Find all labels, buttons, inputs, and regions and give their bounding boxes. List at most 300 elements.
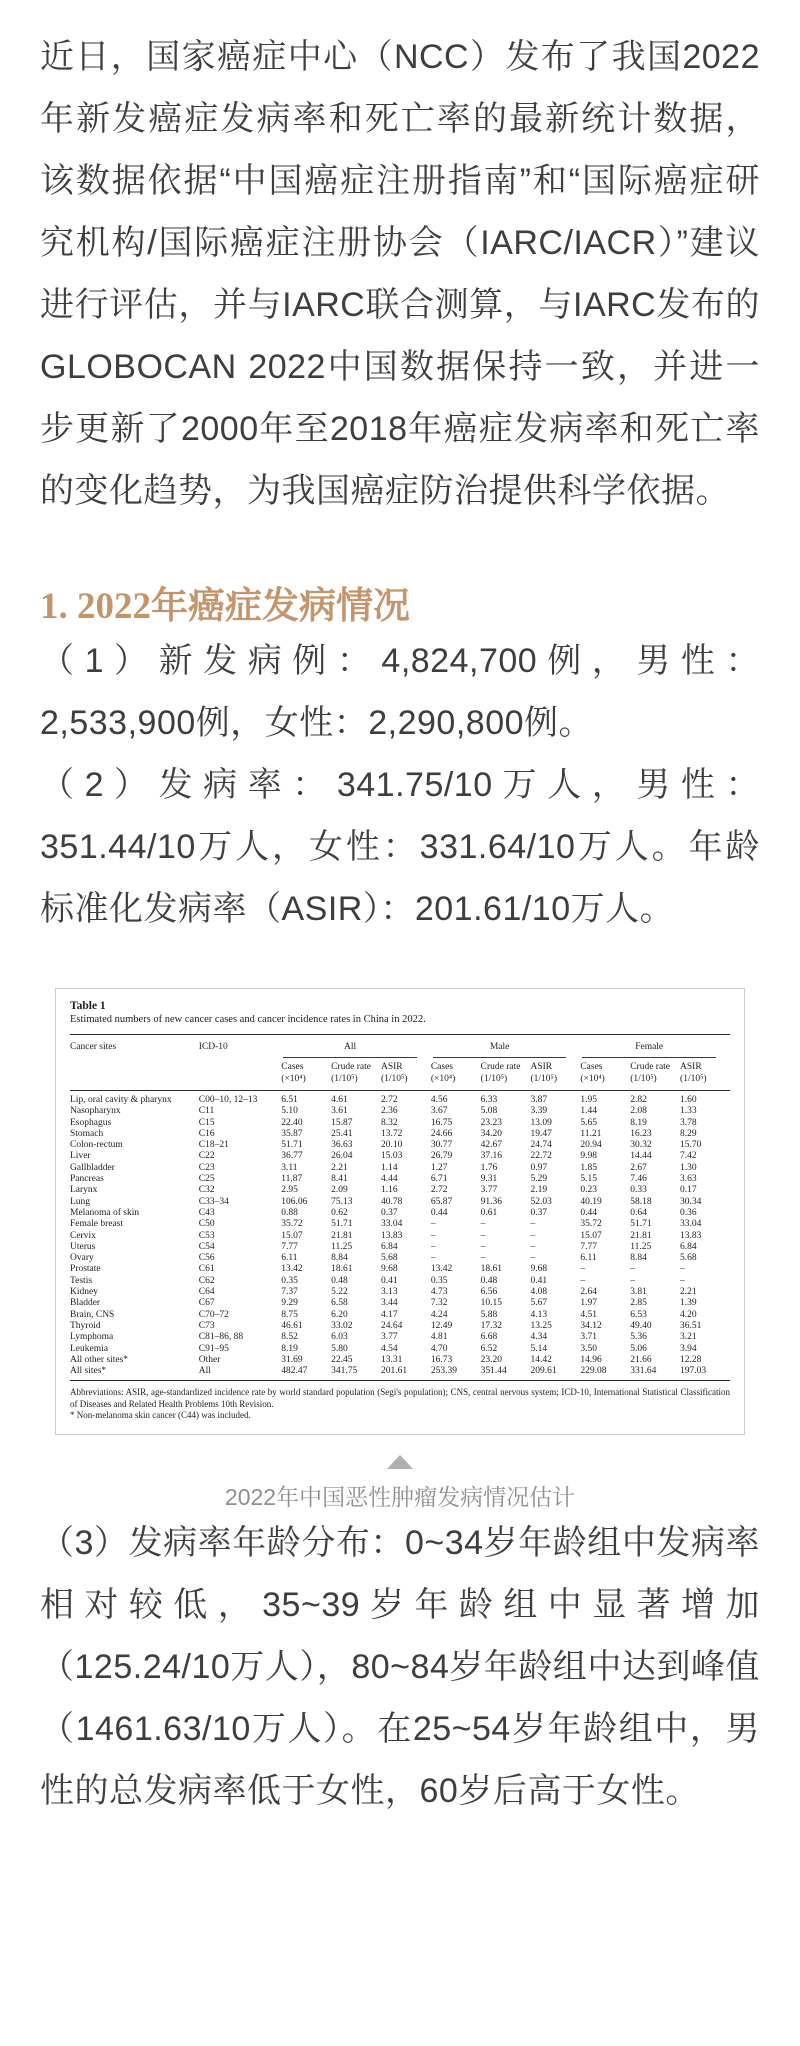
value-cell: 3.87 bbox=[530, 1095, 548, 1105]
value-cell: 3.44 bbox=[380, 1298, 398, 1309]
value-cell: 8.19 bbox=[281, 1343, 298, 1354]
value-cell: 15.07 bbox=[580, 1230, 602, 1241]
value-cell: 2.36 bbox=[380, 1106, 398, 1117]
value-cell: 5.10 bbox=[281, 1106, 298, 1117]
value-cell: 8.52 bbox=[281, 1332, 298, 1343]
cancer-site-cell: Colon-rectum bbox=[70, 1140, 123, 1151]
value-cell: 18.61 bbox=[480, 1264, 503, 1275]
group-header-male: Male bbox=[431, 1035, 581, 1059]
value-cell: 0.48 bbox=[480, 1275, 498, 1286]
value-cell: – bbox=[530, 1241, 536, 1252]
value-cell: 0.41 bbox=[530, 1275, 548, 1286]
value-cell: 6.84 bbox=[680, 1241, 697, 1252]
col-header-icd10: ICD-10 bbox=[199, 1035, 282, 1091]
value-cell: 15.07 bbox=[281, 1230, 303, 1241]
icd-code-cell: C16 bbox=[198, 1128, 215, 1139]
value-cell: 12.28 bbox=[680, 1354, 702, 1365]
table-subtitle: Estimated numbers of new cancer cases and cancer incidence rates in China in 2022. bbox=[70, 1014, 426, 1025]
value-cell: 35.87 bbox=[281, 1128, 303, 1139]
cancer-site-cell: Lung bbox=[70, 1196, 91, 1207]
value-cell: 4.20 bbox=[680, 1309, 697, 1320]
value-cell: 42.67 bbox=[480, 1140, 503, 1151]
value-cell: 6.11 bbox=[580, 1253, 597, 1264]
value-cell: 8.32 bbox=[380, 1117, 398, 1128]
value-cell: 12.49 bbox=[430, 1320, 453, 1331]
value-cell: 20.10 bbox=[380, 1140, 403, 1151]
value-cell: 4.70 bbox=[430, 1343, 448, 1354]
table-row bbox=[70, 1208, 730, 1219]
value-cell: 13.42 bbox=[430, 1264, 453, 1275]
icd-code-cell: C61 bbox=[198, 1264, 215, 1275]
value-cell: 6.51 bbox=[281, 1095, 298, 1105]
icd-code-cell: Other bbox=[198, 1354, 221, 1365]
value-cell: 0.35 bbox=[430, 1275, 448, 1286]
value-cell: 15.70 bbox=[680, 1140, 702, 1151]
value-cell: 2.85 bbox=[630, 1298, 647, 1309]
value-cell: 1.95 bbox=[580, 1095, 597, 1105]
value-cell: 5.68 bbox=[680, 1253, 697, 1264]
value-cell: 13.83 bbox=[680, 1230, 702, 1241]
icd-code-cell: C73 bbox=[198, 1320, 215, 1331]
icd-code-cell: C70–72 bbox=[198, 1309, 229, 1320]
value-cell: 3.50 bbox=[580, 1343, 597, 1354]
icd-code-cell: C32 bbox=[198, 1185, 215, 1196]
value-cell: 13.72 bbox=[380, 1128, 403, 1139]
subcol-male-asir: ASIR (1/10⁵) bbox=[531, 1058, 581, 1091]
icd-code-cell: C62 bbox=[198, 1275, 215, 1286]
icd-code-cell: C33–34 bbox=[198, 1196, 229, 1207]
value-cell: 5.14 bbox=[530, 1343, 548, 1354]
value-cell: 23.20 bbox=[480, 1354, 503, 1365]
value-cell: 1.85 bbox=[580, 1162, 597, 1173]
value-cell: – bbox=[480, 1253, 486, 1264]
value-cell: 6.33 bbox=[480, 1095, 498, 1105]
cancer-site-cell: Leukemia bbox=[70, 1343, 108, 1354]
table-row bbox=[70, 1129, 730, 1140]
value-cell: 3.94 bbox=[680, 1343, 697, 1354]
section-heading-incidence: 1. 2022年癌症发病情况 bbox=[40, 586, 410, 627]
value-cell: 4.61 bbox=[331, 1095, 348, 1105]
value-cell: 3.67 bbox=[430, 1106, 448, 1117]
value-cell: 5.22 bbox=[331, 1287, 348, 1298]
table-row bbox=[70, 1219, 730, 1230]
new-cases-paragraph: （1）新发病例：4,824,700例，男性：2,533,900例，女性：2,290,800例。 bbox=[40, 642, 760, 742]
table-footnotes bbox=[70, 1387, 730, 1422]
value-cell: 1.76 bbox=[480, 1162, 498, 1173]
incidence-table bbox=[70, 1034, 730, 1381]
value-cell: 2.82 bbox=[630, 1095, 647, 1105]
value-cell: 482.47 bbox=[281, 1366, 331, 1381]
group-header-all: All bbox=[281, 1035, 431, 1059]
cancer-site-cell: Brain, CNS bbox=[70, 1309, 115, 1320]
value-cell: 7.37 bbox=[281, 1287, 298, 1298]
value-cell: 13.83 bbox=[380, 1230, 403, 1241]
value-cell: 14.44 bbox=[630, 1151, 652, 1162]
value-cell: 13.31 bbox=[380, 1354, 403, 1365]
value-cell: 1.97 bbox=[580, 1298, 597, 1309]
cancer-site-cell: Female breast bbox=[70, 1219, 124, 1230]
value-cell: 0.23 bbox=[580, 1185, 597, 1196]
icd-code-cell: C43 bbox=[198, 1207, 215, 1218]
footnote-abbreviations: Abbreviations: ASIR, age-standardized incidence rate by world standard population (Segi's population); CNS, central nervous system; ICD-10, International Statistical Classification of Diseases and Related Health Problems 10th Revision. bbox=[70, 1387, 730, 1409]
table-row bbox=[70, 1231, 730, 1242]
value-cell: – bbox=[430, 1241, 436, 1252]
table-row bbox=[70, 1242, 730, 1253]
value-cell: 20.94 bbox=[580, 1140, 602, 1151]
value-cell: 1.33 bbox=[680, 1106, 697, 1117]
value-cell: 10.15 bbox=[480, 1298, 503, 1309]
value-cell: 4.13 bbox=[530, 1309, 548, 1320]
value-cell: 4.51 bbox=[580, 1309, 597, 1320]
subcol-male-cases: Cases (×10⁴) bbox=[431, 1058, 481, 1091]
value-cell: 33.04 bbox=[380, 1219, 403, 1230]
icd-code-cell: All bbox=[199, 1366, 282, 1381]
value-cell: 3.21 bbox=[680, 1332, 697, 1343]
value-cell: – bbox=[580, 1275, 586, 1286]
value-cell: 3.11 bbox=[281, 1162, 298, 1173]
value-cell: 2.19 bbox=[530, 1185, 548, 1196]
value-cell: 30.32 bbox=[630, 1140, 652, 1151]
value-cell: 6.03 bbox=[331, 1332, 348, 1343]
cancer-site-cell: Cervix bbox=[70, 1230, 96, 1241]
value-cell: – bbox=[630, 1275, 635, 1286]
value-cell: 14.96 bbox=[580, 1354, 602, 1365]
value-cell: 1.39 bbox=[680, 1298, 697, 1309]
value-cell: 16.73 bbox=[430, 1354, 453, 1365]
value-cell: 209.61 bbox=[531, 1366, 581, 1381]
cancer-site-cell: Stomach bbox=[70, 1128, 104, 1139]
table-row bbox=[70, 1276, 730, 1287]
value-cell: 33.02 bbox=[331, 1320, 353, 1331]
value-cell: 9.98 bbox=[580, 1151, 597, 1162]
value-cell: 7.42 bbox=[680, 1151, 697, 1162]
value-cell: 0.17 bbox=[680, 1185, 697, 1196]
value-cell: 4.44 bbox=[380, 1174, 398, 1185]
value-cell: 1.27 bbox=[430, 1162, 448, 1173]
cancer-site-cell: All sites* bbox=[70, 1366, 199, 1381]
value-cell: 5.80 bbox=[331, 1343, 348, 1354]
table-row bbox=[70, 1287, 730, 1298]
value-cell: 5.08 bbox=[480, 1106, 498, 1117]
value-cell: 8.84 bbox=[331, 1253, 348, 1264]
value-cell: 3.77 bbox=[380, 1332, 398, 1343]
value-cell: 4.73 bbox=[430, 1287, 448, 1298]
value-cell: 6.58 bbox=[331, 1298, 348, 1309]
icd-code-cell: C81–86, 88 bbox=[198, 1332, 244, 1343]
subcol-all-asir: ASIR (1/10⁵) bbox=[381, 1058, 431, 1091]
icd-code-cell: C25 bbox=[198, 1174, 215, 1185]
cancer-site-cell: Gallbladder bbox=[70, 1162, 115, 1173]
value-cell: 30.77 bbox=[430, 1140, 453, 1151]
table-row bbox=[70, 1163, 730, 1174]
subcol-female-asir: ASIR (1/10⁵) bbox=[680, 1058, 730, 1091]
value-cell: 33.04 bbox=[680, 1219, 702, 1230]
value-cell: 52.03 bbox=[530, 1196, 552, 1207]
value-cell: 7.46 bbox=[630, 1174, 647, 1185]
value-cell: 58.18 bbox=[630, 1196, 652, 1207]
value-cell: 36.63 bbox=[331, 1140, 353, 1151]
value-cell: 21.81 bbox=[331, 1230, 353, 1241]
cancer-site-cell: All other sites* bbox=[70, 1354, 129, 1365]
value-cell: 6.52 bbox=[480, 1343, 498, 1354]
cancer-site-cell: Testis bbox=[70, 1275, 93, 1286]
value-cell: 5.36 bbox=[630, 1332, 647, 1343]
value-cell: 0.37 bbox=[380, 1207, 398, 1218]
value-cell: 1.14 bbox=[380, 1162, 398, 1173]
value-cell: 6.20 bbox=[331, 1309, 348, 1320]
value-cell: 0.33 bbox=[630, 1185, 647, 1196]
value-cell: 49.40 bbox=[630, 1320, 652, 1331]
value-cell: 2.64 bbox=[580, 1287, 597, 1298]
icd-code-cell: C54 bbox=[198, 1241, 215, 1252]
value-cell: 17.32 bbox=[480, 1320, 503, 1331]
age-distribution-paragraph: （3）发病率年龄分布：0~34岁年龄组中发病率相对较低，35~39岁年龄组中显著增加（125.24/10万人），80~84岁年龄组中达到峰值（1461.63/10万人）。在25~54岁年龄组中，男性的总发病率低于女性，60岁后高于女性。 bbox=[40, 1523, 760, 1810]
table-row bbox=[70, 1151, 730, 1162]
value-cell: 1.60 bbox=[680, 1095, 697, 1105]
value-cell: – bbox=[480, 1230, 486, 1241]
value-cell: 4.24 bbox=[430, 1309, 448, 1320]
value-cell: 51.71 bbox=[281, 1140, 303, 1151]
value-cell: 75.13 bbox=[331, 1196, 353, 1207]
value-cell: 1.30 bbox=[680, 1162, 697, 1173]
value-cell: 19.47 bbox=[530, 1128, 552, 1139]
table-row bbox=[70, 1298, 730, 1309]
value-cell: – bbox=[430, 1253, 436, 1264]
value-cell: 8.41 bbox=[331, 1174, 348, 1185]
value-cell: 0.88 bbox=[281, 1207, 298, 1218]
value-cell: 16.75 bbox=[430, 1117, 453, 1128]
triangle-up-icon bbox=[387, 1455, 413, 1469]
icd-code-cell: C64 bbox=[198, 1287, 215, 1298]
icd-code-cell: C11 bbox=[198, 1106, 215, 1117]
value-cell: 3.81 bbox=[630, 1287, 647, 1298]
value-cell: 3.78 bbox=[680, 1117, 697, 1128]
icd-code-cell: C18–21 bbox=[198, 1140, 229, 1151]
value-cell: 11.25 bbox=[331, 1241, 353, 1252]
value-cell: 35.72 bbox=[580, 1219, 602, 1230]
group-header-female: Female bbox=[580, 1035, 730, 1059]
value-cell: 3.61 bbox=[331, 1106, 348, 1117]
value-cell: 5.88 bbox=[480, 1309, 498, 1320]
value-cell: 3.13 bbox=[380, 1287, 398, 1298]
value-cell: 6.68 bbox=[480, 1332, 498, 1343]
value-cell: – bbox=[680, 1275, 685, 1286]
value-cell: 197.03 bbox=[680, 1366, 730, 1381]
value-cell: 25.41 bbox=[331, 1128, 353, 1139]
icd-code-cell: C56 bbox=[198, 1253, 215, 1264]
value-cell: 34.12 bbox=[580, 1320, 602, 1331]
icd-code-cell: C22 bbox=[198, 1151, 215, 1162]
value-cell: – bbox=[430, 1219, 436, 1230]
value-cell: 11.87 bbox=[281, 1174, 303, 1185]
intro-paragraph: 近日，国家癌症中心（NCC）发布了我国2022年新发癌症发病率和死亡率的最新统计数据，该数据依据“中国癌症注册指南”和“国际癌症研究机构/国际癌症注册协会（IARC/IACR）”建议进行评估，并与IARC联合测算，与IARC发布的GLOBOCAN 2022中国数据保持一致，并进一步更新了2000年至2018年癌症发病率和死亡率的变化趋势，为我国癌症防治提供科学依据。 bbox=[40, 38, 760, 510]
value-cell: 0.48 bbox=[331, 1275, 348, 1286]
value-cell: 5.29 bbox=[530, 1174, 548, 1185]
value-cell: 253.39 bbox=[431, 1366, 481, 1381]
value-cell: 13.42 bbox=[281, 1264, 303, 1275]
value-cell: 9.31 bbox=[480, 1174, 498, 1185]
icd-code-cell: C91–95 bbox=[198, 1343, 229, 1354]
value-cell: 3.63 bbox=[680, 1174, 697, 1185]
value-cell: 1.44 bbox=[580, 1106, 597, 1117]
value-cell: 21.81 bbox=[630, 1230, 652, 1241]
value-cell: 0.36 bbox=[680, 1207, 697, 1218]
subcol-female-cases: Cases (×10⁴) bbox=[580, 1058, 630, 1091]
value-cell: 35.72 bbox=[281, 1219, 303, 1230]
value-cell: 22.40 bbox=[281, 1117, 303, 1128]
value-cell: 2.21 bbox=[331, 1162, 348, 1173]
col-header-cancer-sites: Cancer sites bbox=[70, 1035, 199, 1091]
cancer-site-cell: Liver bbox=[70, 1151, 91, 1162]
subcol-all-crude: Crude rate (1/10⁵) bbox=[331, 1058, 381, 1091]
value-cell: 9.29 bbox=[281, 1298, 298, 1309]
value-cell: 2.72 bbox=[380, 1095, 398, 1105]
value-cell: – bbox=[530, 1230, 536, 1241]
value-cell: 11.25 bbox=[630, 1241, 652, 1252]
value-cell: 0.64 bbox=[630, 1207, 647, 1218]
table-row bbox=[70, 1310, 730, 1321]
value-cell: 6.71 bbox=[430, 1174, 448, 1185]
value-cell: 5.15 bbox=[580, 1174, 597, 1185]
value-cell: 0.62 bbox=[331, 1207, 348, 1218]
value-cell: 51.71 bbox=[630, 1219, 652, 1230]
value-cell: 16.23 bbox=[630, 1128, 652, 1139]
value-cell: 4.54 bbox=[380, 1343, 398, 1354]
cancer-site-cell: Ovary bbox=[70, 1253, 94, 1264]
value-cell: 331.64 bbox=[630, 1366, 680, 1381]
table-row bbox=[70, 1118, 730, 1129]
footnote-asterisk: * Non-melanoma skin cancer (C44) was included. bbox=[70, 1410, 251, 1421]
cancer-site-cell: Bladder bbox=[70, 1298, 101, 1309]
value-cell: 6.84 bbox=[380, 1241, 398, 1252]
value-cell: 24.64 bbox=[380, 1320, 403, 1331]
subcol-female-crude: Crude rate (1/10⁵) bbox=[630, 1058, 680, 1091]
cancer-site-cell: Uterus bbox=[70, 1241, 96, 1252]
table-row bbox=[70, 1091, 730, 1107]
value-cell: 2.09 bbox=[331, 1185, 348, 1196]
value-cell: 24.66 bbox=[430, 1128, 453, 1139]
value-cell: – bbox=[480, 1219, 486, 1230]
cancer-site-cell: Esophagus bbox=[70, 1117, 112, 1128]
cancer-site-cell: Pancreas bbox=[70, 1174, 104, 1185]
value-cell: 9.68 bbox=[530, 1264, 548, 1275]
value-cell: 2.72 bbox=[430, 1185, 448, 1196]
table-row bbox=[70, 1321, 730, 1332]
table-row bbox=[70, 1253, 730, 1264]
cancer-site-cell: Nasopharynx bbox=[70, 1106, 121, 1117]
cancer-site-cell: Larynx bbox=[70, 1185, 98, 1196]
table1-figure bbox=[55, 988, 745, 1435]
incidence-rate-paragraph: （2）发病率：341.75/10万人，男性：351.44/10万人，女性：331.64/10万人。年龄标准化发病率（ASIR）：201.61/10万人。 bbox=[40, 766, 760, 928]
value-cell: 4.81 bbox=[430, 1332, 448, 1343]
value-cell: 3.71 bbox=[580, 1332, 597, 1343]
icd-code-cell: C53 bbox=[198, 1230, 215, 1241]
value-cell: 22.72 bbox=[530, 1151, 552, 1162]
table-row bbox=[70, 1185, 730, 1196]
value-cell: 0.35 bbox=[281, 1275, 298, 1286]
figure-caption: 2022年中国恶性肿瘤发病情况估计 bbox=[224, 1483, 576, 1510]
value-cell: 1.16 bbox=[380, 1185, 398, 1196]
table-row bbox=[70, 1355, 730, 1366]
value-cell: 7.32 bbox=[430, 1298, 448, 1309]
value-cell: 5.67 bbox=[530, 1298, 548, 1309]
value-cell: 7.77 bbox=[580, 1241, 597, 1252]
value-cell: 4.34 bbox=[530, 1332, 548, 1343]
value-cell: 7.77 bbox=[281, 1241, 298, 1252]
table-row bbox=[70, 1366, 730, 1381]
value-cell: 36.77 bbox=[281, 1151, 303, 1162]
value-cell: 14.42 bbox=[530, 1354, 552, 1365]
value-cell: 4.08 bbox=[530, 1287, 548, 1298]
value-cell: 2.21 bbox=[680, 1287, 697, 1298]
value-cell: 8.84 bbox=[630, 1253, 647, 1264]
value-cell: 13.09 bbox=[530, 1117, 552, 1128]
icd-code-cell: C00–10, 12–13 bbox=[198, 1095, 258, 1105]
value-cell: 11.21 bbox=[580, 1128, 602, 1139]
value-cell: – bbox=[580, 1264, 586, 1275]
value-cell: 40.19 bbox=[580, 1196, 602, 1207]
icd-code-cell: C50 bbox=[198, 1219, 215, 1230]
value-cell: 13.25 bbox=[530, 1320, 552, 1331]
value-cell: 51.71 bbox=[331, 1219, 353, 1230]
value-cell: – bbox=[480, 1241, 486, 1252]
value-cell: 2.95 bbox=[281, 1185, 298, 1196]
value-cell: 3.77 bbox=[480, 1185, 498, 1196]
value-cell: 3.39 bbox=[530, 1106, 548, 1117]
value-cell: 40.78 bbox=[380, 1196, 403, 1207]
value-cell: – bbox=[630, 1264, 635, 1275]
value-cell: 0.61 bbox=[480, 1207, 498, 1218]
value-cell: 6.11 bbox=[281, 1253, 298, 1264]
value-cell: 8.75 bbox=[281, 1309, 298, 1320]
table-title: Table 1 bbox=[70, 1000, 106, 1012]
value-cell: 22.45 bbox=[331, 1354, 353, 1365]
value-cell: 65.87 bbox=[430, 1196, 453, 1207]
value-cell: 23.23 bbox=[480, 1117, 503, 1128]
value-cell: 34.20 bbox=[480, 1128, 503, 1139]
value-cell: 9.68 bbox=[380, 1264, 398, 1275]
value-cell: 5.68 bbox=[380, 1253, 398, 1264]
table-row bbox=[70, 1332, 730, 1343]
value-cell: 46.61 bbox=[281, 1320, 303, 1331]
value-cell: 91.36 bbox=[480, 1196, 503, 1207]
cancer-site-cell: Melanoma of skin bbox=[70, 1207, 140, 1218]
value-cell: 341.75 bbox=[331, 1366, 381, 1381]
table-row bbox=[70, 1106, 730, 1117]
subcol-male-crude: Crude rate (1/10⁵) bbox=[481, 1058, 531, 1091]
value-cell: 4.17 bbox=[380, 1309, 398, 1320]
value-cell: 2.08 bbox=[630, 1106, 647, 1117]
table-row bbox=[70, 1197, 730, 1208]
value-cell: 2.67 bbox=[630, 1162, 647, 1173]
value-cell: 37.16 bbox=[480, 1151, 503, 1162]
value-cell: 4.56 bbox=[430, 1095, 448, 1105]
value-cell: 0.37 bbox=[530, 1207, 548, 1218]
cancer-site-cell: Thyroid bbox=[70, 1320, 101, 1331]
table-row bbox=[70, 1344, 730, 1355]
cancer-site-cell: Lymphoma bbox=[70, 1332, 114, 1343]
value-cell: 26.79 bbox=[430, 1151, 453, 1162]
icd-code-cell: C15 bbox=[198, 1117, 215, 1128]
value-cell: – bbox=[530, 1253, 536, 1264]
value-cell: 6.56 bbox=[480, 1287, 498, 1298]
cancer-site-cell: Kidney bbox=[70, 1287, 98, 1298]
value-cell: 21.66 bbox=[630, 1354, 652, 1365]
value-cell: 8.29 bbox=[680, 1128, 697, 1139]
value-cell: 351.44 bbox=[481, 1366, 531, 1381]
value-cell: 5.65 bbox=[580, 1117, 597, 1128]
value-cell: 0.44 bbox=[580, 1207, 597, 1218]
